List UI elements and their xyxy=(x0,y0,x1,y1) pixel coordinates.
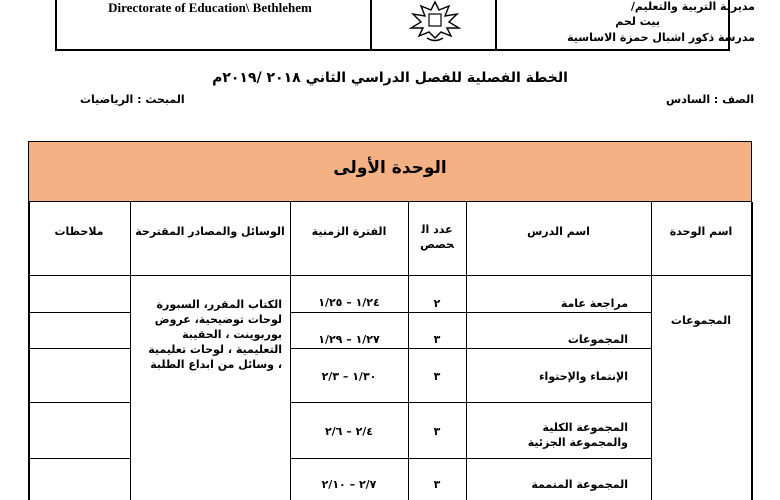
session-count: ٢ xyxy=(433,297,441,310)
unit-title: الوحدة الأولى xyxy=(333,158,447,178)
lesson-name: المجموعة المتممة xyxy=(531,478,628,491)
directorate-en: Directorate of Education\ Bethlehem xyxy=(108,0,312,15)
unit-banner xyxy=(28,141,752,202)
col-lesson-name: اسم الدرس xyxy=(527,225,590,238)
session-count: ٣ xyxy=(433,370,441,383)
lesson-name: الإنتماء والإحتواء xyxy=(538,370,628,383)
col-resources: الوسائل والمصادر المقترحة xyxy=(135,225,285,238)
period-range: ١/٣٠ – ٢/٣ xyxy=(321,370,377,383)
subject-label: المبحث : الرياضيات xyxy=(80,93,185,106)
lesson-name: مراجعة عامة xyxy=(560,297,628,310)
resources-cell: الكتاب المقرر، السبورة لوحات توضيحية، عروض بوربوينت ، الحقيبة التعليمية ، لوحات تعليمية ، وسائل من ابداع الطلبة xyxy=(148,298,282,371)
period-range: ٢/٤ – ٢/٦ xyxy=(324,425,374,438)
period-range: ١/٢٤ – ١/٢٥ xyxy=(318,296,380,309)
lesson-name: المجموعة الكلية والمجموعة الجزئية xyxy=(527,421,628,449)
period-range: ٢/٧ – ٢/١٠ xyxy=(321,478,377,491)
unit-name-cell: المجموعات xyxy=(670,314,732,327)
col-period: الفترة الزمنية xyxy=(311,225,387,238)
col-num-sessions: عدد الحصص xyxy=(420,223,454,251)
period-range: ١/٢٧ – ١/٢٩ xyxy=(318,333,380,346)
grade-label: الصف : السادس xyxy=(666,93,754,106)
plan-title: الخطة الفصلية للفصل الدراسي الثاني ٢٠١٨ /٢٠١٩م xyxy=(212,70,568,86)
directorate-ar: مديرية التربية والتعليم/ xyxy=(630,0,755,13)
school-ar: مدرسة ذكور اشبال حمزة الاساسية xyxy=(567,31,755,44)
session-count: ٣ xyxy=(433,478,441,491)
session-count: ٣ xyxy=(433,333,441,346)
city-ar: بيت لحم xyxy=(615,15,660,28)
session-count: ٣ xyxy=(433,425,441,438)
col-unit-name: اسم الوحدة xyxy=(669,225,733,238)
lesson-name: المجموعات xyxy=(567,333,628,346)
col-notes: ملاحظات xyxy=(54,225,104,238)
palestine-emblem-icon xyxy=(405,0,465,44)
